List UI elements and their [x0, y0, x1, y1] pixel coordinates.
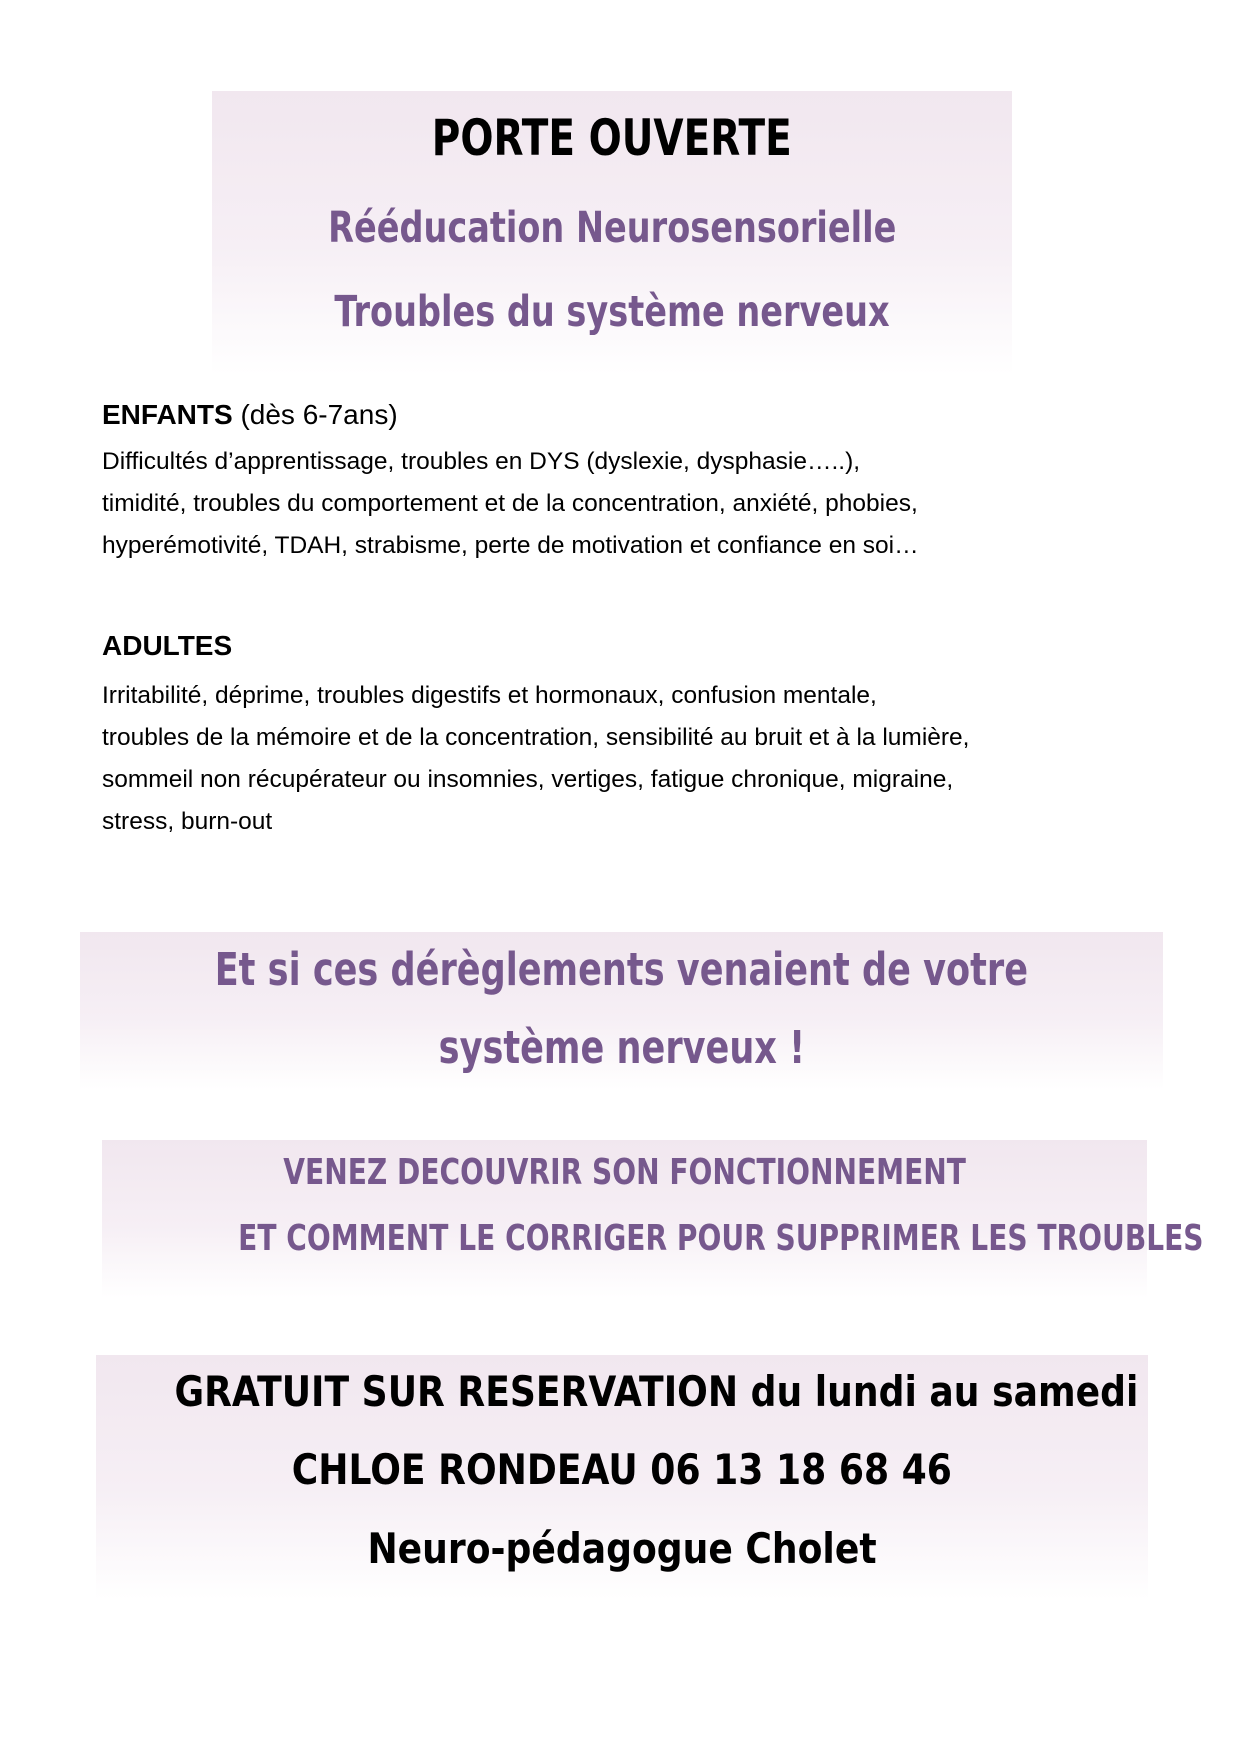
header-subtitle-1-text: Rééducation Neurosensorielle — [327, 203, 897, 253]
section-enfants — [102, 398, 1102, 567]
enfants-line: Difficultés d’apprentissage, troubles en DYS (dyslexie, dysphasie…..), — [102, 448, 861, 475]
contact-name-phone — [96, 1444, 1148, 1496]
enfants-heading — [102, 398, 1102, 432]
invitation-line-1-text: VENEZ DECOUVRIR SON FONCTIONNEMENT — [283, 1152, 966, 1193]
page-title — [212, 108, 1012, 168]
question-line-2 — [80, 1021, 1163, 1075]
contact-reservation-text: GRATUIT SUR RESERVATION du lundi au samedi — [174, 1367, 1139, 1416]
adultes-heading-bold: ADULTES — [102, 630, 233, 661]
contact-role-city-text: Neuro-pédagogue Cholet — [367, 1524, 877, 1573]
enfants-heading-bold: ENFANTS — [102, 399, 233, 430]
contact-reservation — [96, 1366, 1148, 1418]
enfants-heading-age: (dès 6-7ans) — [232, 399, 398, 430]
adultes-paragraph — [102, 675, 1102, 843]
header-subtitle-2-text: Troubles du système nerveux — [334, 287, 890, 337]
header-subtitle-1 — [212, 202, 1012, 254]
header-subtitle-2 — [212, 286, 1012, 338]
question-line-2-text: système nerveux ! — [438, 1021, 805, 1074]
enfants-paragraph — [102, 441, 1102, 567]
contact-role-city — [96, 1523, 1148, 1575]
enfants-line: timidité, troubles du comportement et de la concentration, anxiété, phobies, — [102, 490, 918, 517]
adultes-line: stress, burn-out — [102, 808, 273, 835]
adultes-heading — [102, 629, 1102, 663]
invitation-line-2-text: ET COMMENT LE CORRIGER POUR SUPPRIMER LES TROUBLES — [238, 1218, 1204, 1259]
invitation-line-2 — [102, 1216, 1204, 1261]
adultes-line: troubles de la mémoire et de la concentration, sensibilité au bruit et à la lumière, — [102, 724, 970, 751]
contact-name-phone-text: CHLOE RONDEAU 06 13 18 68 46 — [291, 1445, 953, 1494]
invitation-line-1 — [102, 1150, 1147, 1195]
section-adultes — [102, 629, 1102, 843]
page-title-text: PORTE OUVERTE — [431, 109, 793, 167]
enfants-line: hyperémotivité, TDAH, strabisme, perte de motivation et confiance en soi… — [102, 532, 919, 559]
adultes-line: sommeil non récupérateur ou insomnies, vertiges, fatigue chronique, migraine, — [102, 766, 954, 793]
question-line-1-text: Et si ces dérèglements venaient de votre — [214, 943, 1029, 996]
question-line-1 — [80, 943, 1163, 997]
adultes-line: Irritabilité, déprime, troubles digestifs et hormonaux, confusion mentale, — [102, 682, 877, 709]
